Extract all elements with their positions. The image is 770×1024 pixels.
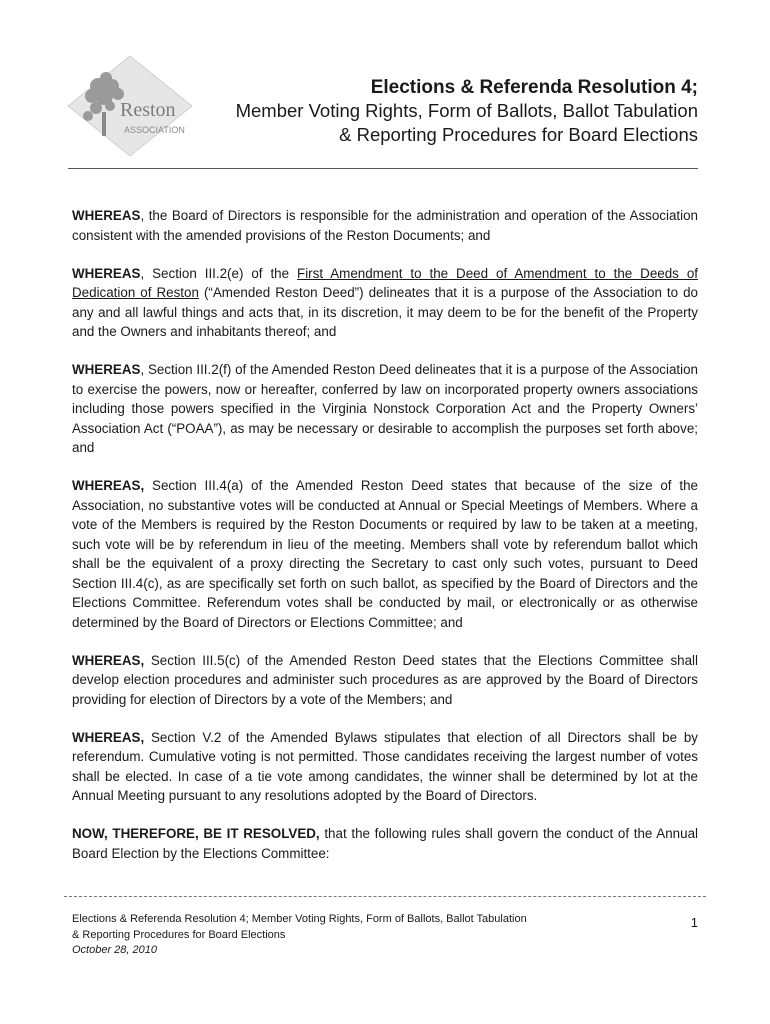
title-line-3: & Reporting Procedures for Board Elections bbox=[339, 124, 698, 145]
page-number: 1 bbox=[690, 915, 698, 930]
resolved-lead: NOW, THEREFORE, BE IT RESOLVED, bbox=[72, 826, 320, 841]
footer-line-2: & Reporting Procedures for Board Elections bbox=[72, 928, 286, 941]
whereas-2-lead: WHEREAS bbox=[72, 265, 141, 281]
whereas-4-lead: WHEREAS, bbox=[72, 478, 145, 493]
document-body bbox=[72, 206, 698, 882]
whereas-5-lead: WHEREAS, bbox=[72, 652, 145, 668]
whereas-2-pre: , Section III.2(e) of the bbox=[140, 265, 298, 281]
document-title bbox=[178, 76, 698, 147]
footer-divider bbox=[64, 896, 706, 897]
footer-line-1: Elections & Referenda Resolution 4; Member Voting Rights, Form of Ballots, Ballot Tabulation bbox=[72, 913, 527, 925]
header-divider bbox=[68, 168, 698, 169]
deed-amendment-title: First Amendment to the Deed of Amendment to the Deeds of Dedication of Reston bbox=[72, 265, 698, 300]
whereas-6-lead: WHEREAS, bbox=[72, 729, 145, 745]
title-line-1: Elections & Referenda Resolution 4; bbox=[370, 77, 698, 98]
paragraph-5 bbox=[72, 651, 698, 710]
whereas-2-text: (“Amended Reston Deed”) delineates that it is a purpose of the Association to do any and all lawful things and acts that, in its discretion, it may deem to be for the benefit of the Property and the Owners and inhabitants thereof; and bbox=[72, 285, 698, 339]
footer-date: October 28, 2010 bbox=[72, 944, 158, 956]
logo-sub: ASSOCIATION bbox=[124, 125, 185, 135]
paragraph-1 bbox=[72, 206, 698, 245]
whereas-1-lead: WHEREAS bbox=[72, 208, 141, 223]
paragraph-6 bbox=[72, 728, 698, 806]
logo-name: Reston bbox=[120, 99, 176, 121]
whereas-3-lead: WHEREAS bbox=[72, 362, 141, 377]
whereas-1-text: , the Board of Directors is responsible for the administration and operation of the Association consistent with the amended provisions of the Reston Documents; and bbox=[72, 208, 698, 243]
paragraph-7 bbox=[72, 824, 698, 863]
whereas-3-text: , Section III.2(f) of the Amended Reston Deed delineates that it is a purpose of the Association to exercise the powers, now or hereafter, conferred by law on incorporated property owners associations including those powers specified in the Virginia Nonstock Corporation Act and the Property Owners’ Association Act (“POAA”), as may be necessary or desirable to accomplish the purposes set forth above; and bbox=[72, 362, 698, 455]
paragraph-2 bbox=[72, 264, 698, 342]
page-footer bbox=[72, 912, 632, 959]
resolved-text: that the following rules shall govern the conduct of the Annual Board Election by the Elections Committee: bbox=[72, 826, 698, 861]
paragraph-4 bbox=[72, 476, 698, 632]
whereas-4-text: Section III.4(a) of the Amended Reston Deed states that because of the size of the Association, no substantive votes will be conducted at Annual or Special Meetings of Members. Where a vote of the Members is required by the Reston Documents or required by law to be taken at a meeting, such vote will be by referendum in lieu of the meeting. Members shall vote by referendum ballot which shall be the equivalent of a proxy directing the Secretary to cast only such votes, pursuant to Deed Section III.4(c), as are specifically set forth on such ballot, as specified by the Board of Directors and the Elections Committee. Referendum votes shall be conducted by mail, or electronically or as otherwise determined by the Board of Directors or Elections Committee; and bbox=[72, 478, 698, 630]
title-line-2: Member Voting Rights, Form of Ballots, Ballot Tabulation bbox=[235, 100, 698, 121]
whereas-6-text: Section V.2 of the Amended Bylaws stipulates that election of all Directors shall be by referendum. Cumulative voting is not permitted. Those candidates receiving the largest number of votes shall be elected. In case of a tie vote among candidates, the winner shall be determined by lot at the Annual Meeting pursuant to any resolutions adopted by the Board of Directors. bbox=[72, 729, 698, 803]
paragraph-3 bbox=[72, 360, 698, 458]
whereas-5-text: Section III.5(c) of the Amended Reston Deed states that the Elections Committee shall develop election procedures and administer such procedures as are approved by the Board of Directors providing for election of Directors by a vote of the Members; and bbox=[72, 652, 698, 707]
